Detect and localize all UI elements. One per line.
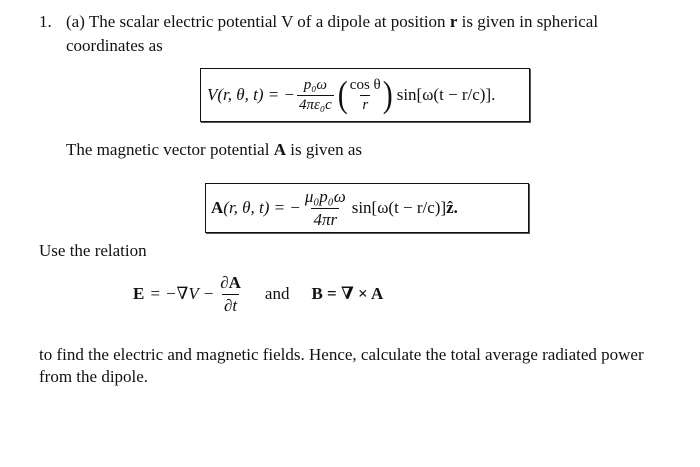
- eq2-fraction: [303, 187, 348, 230]
- eq3-e-lhs: E: [133, 284, 145, 303]
- intro-text-end: is given in spherical: [461, 12, 599, 31]
- text-vector-potential: [66, 140, 362, 160]
- eq2-lhs-rest: (r, θ, t) = −: [223, 198, 301, 217]
- problem-number: 1.: [39, 12, 52, 31]
- eq3-and: and: [264, 284, 290, 303]
- eq1-fraction-1: [297, 77, 334, 114]
- eq1-frac2-denominator: r: [362, 96, 369, 113]
- eq2-tail: sin[ω(t − r/c)]: [351, 198, 447, 217]
- text-use-relation: Use the relation: [39, 241, 147, 260]
- z-hat-unit-vector: ẑ.: [446, 198, 458, 217]
- conclusion-line-1: to find the electric and magnetic fields. Hence, calculate the total average radiated power: [39, 345, 644, 364]
- eq3-e-mid: = −∇V −: [149, 284, 215, 303]
- eq1-frac1-numerator: p₀ω: [303, 76, 328, 93]
- eq1-lhs: V(r, θ, t) = −: [207, 85, 295, 104]
- eq3-denominator: ∂t: [224, 295, 238, 315]
- eq1-tail: sin[ω(t − r/c)].: [396, 85, 496, 104]
- eq1-frac1-denominator: 4πε₀c: [298, 96, 332, 113]
- eq3-fraction: [218, 273, 243, 316]
- eq3-numerator: ∂A: [220, 272, 241, 292]
- part-label: (a): [66, 12, 85, 31]
- conclusion-line-2: from the dipole.: [39, 367, 149, 386]
- left-paren: (: [337, 73, 348, 115]
- equation-vector-potential-box: [205, 183, 529, 233]
- equation-field-relations: [133, 269, 383, 319]
- eq2-lhs-bold: A: [211, 198, 224, 217]
- text-a-after: is given as: [290, 140, 363, 159]
- text-a-before: The magnetic vector potential: [66, 140, 270, 159]
- intro-line-2: coordinates as: [66, 36, 163, 55]
- eq2-numerator: μ₀p₀ω: [304, 186, 346, 206]
- intro-text: The scalar electric potential V of a dipole at position: [88, 12, 446, 31]
- equation-scalar-potential-box: [200, 68, 530, 122]
- right-paren: ): [382, 73, 393, 115]
- intro-line-1: [66, 12, 598, 32]
- eq1-fraction-2: [348, 77, 383, 114]
- text-a-bold: A: [273, 140, 286, 159]
- eq1-frac2-numerator: cos θ: [349, 76, 381, 93]
- eq2-denominator: 4πr: [313, 209, 338, 229]
- eq3-b-equation: B = ∇ × A: [311, 284, 384, 303]
- position-vector: r: [449, 12, 458, 31]
